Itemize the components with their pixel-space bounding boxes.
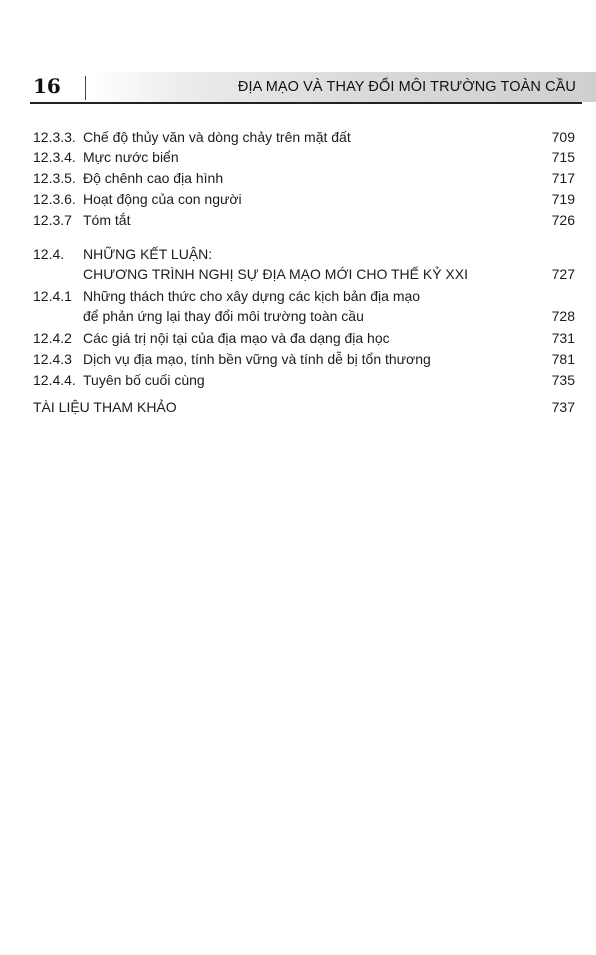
toc-entry-references <box>33 397 575 417</box>
toc-entry-number: 12.4.3 <box>33 351 72 367</box>
toc-entry-number: 12.4.4. <box>33 372 76 388</box>
toc-entry-page: 735 <box>551 372 575 388</box>
toc-entry-number: 12.4.2 <box>33 330 72 346</box>
toc-entry <box>33 286 575 326</box>
toc-entry-page: 731 <box>551 330 575 346</box>
toc-entry-title: NHỮNG KẾT LUẬN: <box>83 246 213 262</box>
toc-entry-number: 12.3.5. <box>33 170 76 186</box>
toc-entry-page: 719 <box>551 191 575 207</box>
toc-entry-number: 12.3.7 <box>33 212 72 228</box>
toc-entry <box>33 168 575 188</box>
toc-entry-number: 12.3.4. <box>33 149 76 165</box>
toc-entry <box>33 189 575 209</box>
toc-entry-page: 726 <box>551 212 575 228</box>
toc-entry-page: 727 <box>551 266 575 282</box>
toc-entry <box>33 370 575 390</box>
toc-entry-title: Mực nước biển <box>83 149 179 165</box>
toc-entry <box>33 147 575 167</box>
header-rule <box>30 102 582 104</box>
toc-entry-page: 717 <box>551 170 575 186</box>
toc-entry-page: 781 <box>551 351 575 367</box>
toc-entry-title: Tóm tắt <box>83 212 131 228</box>
toc-entry <box>33 244 575 284</box>
toc-entry-page: 709 <box>551 129 575 145</box>
toc-entry-number: 12.3.3. <box>33 129 76 145</box>
toc-entry-page: 715 <box>551 149 575 165</box>
toc-entry-title: Dịch vụ địa mạo, tính bền vững và tính dễ bị tổn thương <box>83 351 431 367</box>
toc-entry <box>33 328 575 348</box>
toc-entry-title: Hoạt động của con người <box>83 191 242 207</box>
toc-entry-number: 12.4. <box>33 246 65 262</box>
toc-entry-title: Các giá trị nội tại của địa mạo và đa dạng địa học <box>83 330 390 346</box>
toc-entry-title: Chế độ thủy văn và dòng chảy trên mặt đất <box>83 129 351 145</box>
toc-entry-title: TÀI LIỆU THAM KHẢO <box>33 399 177 415</box>
toc-entry-title: Độ chênh cao địa hình <box>83 170 224 186</box>
page-number: 16 <box>33 74 61 98</box>
header-divider <box>85 76 86 100</box>
toc-entry-title-line2: CHƯƠNG TRÌNH NGHỊ SỰ ĐỊA MẠO MỚI CHO THẾ KỶ XXI <box>83 266 468 282</box>
toc-entry-number: 12.4.1 <box>33 288 72 304</box>
toc-entry-page: 737 <box>551 399 575 415</box>
toc-entry-page: 728 <box>551 308 575 324</box>
running-title: ĐỊA MẠO VÀ THAY ĐỔI MÔI TRƯỜNG TOÀN CẦU <box>237 79 576 95</box>
toc-entry-title-line2: để phản ứng lại thay đổi môi trường toàn cầu <box>83 308 364 324</box>
toc-entry <box>33 210 575 230</box>
toc-entry-number: 12.3.6. <box>33 191 76 207</box>
toc-entry-title: Những thách thức cho xây dựng các kịch bản địa mạo <box>83 288 421 304</box>
toc-entry <box>33 127 575 147</box>
toc-entry <box>33 349 575 369</box>
toc-entry-title: Tuyên bố cuối cùng <box>83 372 205 388</box>
